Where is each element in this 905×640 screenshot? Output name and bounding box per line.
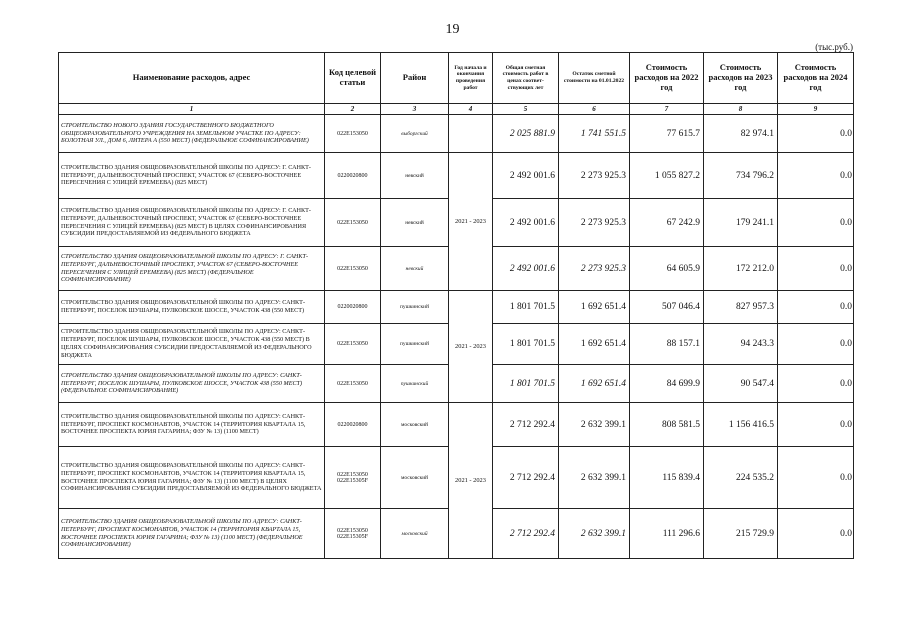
header-period: Год начала и окончания проведения работ xyxy=(449,53,493,104)
remaining-cost: 1 692 651.4 xyxy=(559,291,630,324)
district: невский xyxy=(381,247,449,291)
header-name: Наименование расходов, адрес xyxy=(59,53,325,104)
target-code xyxy=(325,509,381,559)
col-index: 8 xyxy=(704,104,778,115)
cost-2022: 507 046.4 xyxy=(630,291,704,324)
target-code-1: 022E153050 xyxy=(337,527,368,534)
cost-2022: 84 699.9 xyxy=(630,365,704,403)
cost-2024: 0.0 xyxy=(778,447,854,509)
cost-2023: 827 957.3 xyxy=(704,291,778,324)
total-cost: 2 025 881.9 xyxy=(493,115,559,153)
cost-2022: 808 581.5 xyxy=(630,403,704,447)
header-code: Код целевой статьи xyxy=(325,53,381,104)
target-code-2: 022E15305F xyxy=(336,477,368,484)
target-code: 022E153050 xyxy=(325,324,381,365)
cost-2023: 1 156 416.5 xyxy=(704,403,778,447)
col-index: 1 xyxy=(59,104,325,115)
col-index: 5 xyxy=(493,104,559,115)
remaining-cost: 1 692 651.4 xyxy=(559,365,630,403)
total-cost: 2 492 001.6 xyxy=(493,153,559,199)
col-index: 9 xyxy=(778,104,854,115)
district: пушкинский xyxy=(381,365,449,403)
cost-2023: 224 535.2 xyxy=(704,447,778,509)
cost-2023: 90 547.4 xyxy=(704,365,778,403)
header-row xyxy=(59,53,854,104)
expense-name: СТРОИТЕЛЬСТВО ЗДАНИЯ ОБЩЕОБРАЗОВАТЕЛЬНОЙ ШКОЛЫ ПО АДРЕСУ: Г. САНКТ-ПЕТЕРБУРГ, ДАЛЬНЕВОСТОЧНЫЙ ПРОСПЕКТ, УЧАСТОК 67 (СЕВЕРО-ВОСТОЧНЕЕ ПЕРЕСЕЧЕНИЯ С УЛИЦЕЙ ЕРЕМЕЕВА) (825 МЕСТ) В ЦЕЛЯХ СОФИНАНСИРОВАНИЯ СУБСИДИИ ПРЕДОСТАВЛЯЕМОЙ ИЗ ФЕДЕРАЛЬНОГО БЮДЖЕТА xyxy=(59,199,325,247)
cost-2022: 77 615.7 xyxy=(630,115,704,153)
cost-2022: 1 055 827.2 xyxy=(630,153,704,199)
remaining-cost: 2 632 399.1 xyxy=(559,447,630,509)
expense-name: СТРОИТЕЛЬСТВО ЗДАНИЯ ОБЩЕОБРАЗОВАТЕЛЬНОЙ ШКОЛЫ ПО АДРЕСУ: САНКТ-ПЕТЕРБУРГ, ПРОСПЕКТ КОСМОНАВТОВ, УЧАСТОК 14 (ТЕРРИТОРИЯ КВАРТАЛА 15, ВОСТОЧНЕЕ ПРОСПЕКТА ЮРИЯ ГАГАРИНА; ФЗУ № 13) (1100 МЕСТ) В ЦЕЛЯХ СОФИНАНСИРОВАНИЯ СУБСИДИИ ПРЕДОСТАВЛЯЕМОЙ ИЗ ФЕДЕРАЛЬНОГО БЮДЖЕТА xyxy=(59,447,325,509)
district: выборгский xyxy=(381,115,449,153)
remaining-cost: 2 273 925.3 xyxy=(559,199,630,247)
remaining-cost: 2 632 399.1 xyxy=(559,509,630,559)
expense-name: СТРОИТЕЛЬСТВО ЗДАНИЯ ОБЩЕОБРАЗОВАТЕЛЬНОЙ ШКОЛЫ ПО АДРЕСУ: Г. САНКТ-ПЕТЕРБУРГ, ДАЛЬНЕВОСТОЧНЫЙ ПРОСПЕКТ, УЧАСТОК 67 (СЕВЕРО-ВОСТОЧНЕЕ ПЕРЕСЕЧЕНИЯ С УЛИЦЕЙ ЕРЕМЕЕВА) (825 МЕСТ) xyxy=(59,153,325,199)
cost-2024: 0.0 xyxy=(778,403,854,447)
period-cell-empty xyxy=(449,115,493,153)
column-index-row xyxy=(59,104,854,115)
col-index: 2 xyxy=(325,104,381,115)
remaining-cost: 1 741 551.5 xyxy=(559,115,630,153)
cost-2023: 215 729.9 xyxy=(704,509,778,559)
district: московский xyxy=(381,509,449,559)
total-cost: 2 492 001.6 xyxy=(493,199,559,247)
col-index: 6 xyxy=(559,104,630,115)
target-code: 022E153050 xyxy=(325,365,381,403)
cost-2022: 64 605.9 xyxy=(630,247,704,291)
remaining-cost: 2 273 925.3 xyxy=(559,153,630,199)
total-cost: 2 712 292.4 xyxy=(493,403,559,447)
col-index: 7 xyxy=(630,104,704,115)
expense-name: СТРОИТЕЛЬСТВО ЗДАНИЯ ОБЩЕОБРАЗОВАТЕЛЬНОЙ ШКОЛЫ ПО АДРЕСУ: САНКТ-ПЕТЕРБУРГ, ПОСЕЛОК ШУШАРЫ, ПУЛКОВСКОЕ ШОССЕ, УЧАСТОК 438 (550 МЕСТ) xyxy=(59,291,325,324)
col-index: 3 xyxy=(381,104,449,115)
header-2024: Стоимость расходов на 2024 год xyxy=(778,53,854,104)
cost-2023: 179 241.1 xyxy=(704,199,778,247)
header-total: Общая сметная стоимость работ в ценах соответ-ствующих лет xyxy=(493,53,559,104)
cost-2024: 0.0 xyxy=(778,115,854,153)
period: 2021 - 2023 xyxy=(449,291,493,403)
period: 2021 - 2023 xyxy=(449,153,493,291)
expense-name: СТРОИТЕЛЬСТВО НОВОГО ЗДАНИЯ ГОСУДАРСТВЕННОГО БЮДЖЕТНОГО ОБЩЕОБРАЗОВАТЕЛЬНОГО УЧРЕЖДЕНИЯ НА ЗЕМЕЛЬНОМ УЧАСТКЕ ПО АДРЕСУ: БОЛОТНАЯ УЛ., ДОМ 6, ЛИТЕРА А (550 МЕСТ) (ФЕДЕРАЛЬНОЕ СОФИНАНСИРОВАНИЕ) xyxy=(59,115,325,153)
cost-2024: 0.0 xyxy=(778,365,854,403)
cost-2022: 115 839.4 xyxy=(630,447,704,509)
target-code: 0220020800 xyxy=(325,153,381,199)
district: пушкинский xyxy=(381,291,449,324)
expense-name: СТРОИТЕЛЬСТВО ЗДАНИЯ ОБЩЕОБРАЗОВАТЕЛЬНОЙ ШКОЛЫ ПО АДРЕСУ: САНКТ-ПЕТЕРБУРГ, ПРОСПЕКТ КОСМОНАВТОВ, УЧАСТОК 14 (ТЕРРИТОРИЯ КВАРТАЛА 15, ВОСТОЧНЕЕ ПРОСПЕКТА ЮРИЯ ГАГАРИНА; ФЗУ № 13) (1100 МЕСТ) (ФЕДЕРАЛЬНОЕ СОФИНАНСИРОВАНИЕ) xyxy=(59,509,325,559)
remaining-cost: 1 692 651.4 xyxy=(559,324,630,365)
cost-2022: 67 242.9 xyxy=(630,199,704,247)
expenditure-table xyxy=(58,52,854,559)
cost-2024: 0.0 xyxy=(778,153,854,199)
table-row xyxy=(59,115,854,153)
header-district: Район xyxy=(381,53,449,104)
cost-2024: 0.0 xyxy=(778,199,854,247)
district: невский xyxy=(381,199,449,247)
expense-name: СТРОИТЕЛЬСТВО ЗДАНИЯ ОБЩЕОБРАЗОВАТЕЛЬНОЙ ШКОЛЫ ПО АДРЕСУ: САНКТ-ПЕТЕРБУРГ, ПОСЕЛОК ШУШАРЫ, ПУЛКОВСКОЕ ШОССЕ, УЧАСТОК 438 (550 МЕСТ) В ЦЕЛЯХ СОФИНАНСИРОВАНИЯ СУБСИДИИ ПРЕДОСТАВЛЯЕМОЙ ИЗ ФЕДЕРАЛЬНОГО БЮДЖЕТА xyxy=(59,324,325,365)
target-code: 022E153050 xyxy=(325,247,381,291)
cost-2024: 0.0 xyxy=(778,291,854,324)
cost-2023: 172 212.0 xyxy=(704,247,778,291)
expense-name: СТРОИТЕЛЬСТВО ЗДАНИЯ ОБЩЕОБРАЗОВАТЕЛЬНОЙ ШКОЛЫ ПО АДРЕСУ: САНКТ-ПЕТЕРБУРГ, ПОСЕЛОК ШУШАРЫ, ПУЛКОВСКОЕ ШОССЕ, УЧАСТОК 438 (550 МЕСТ) (ФЕДЕРАЛЬНОЕ СОФИНАНСИРОВАНИЕ) xyxy=(59,365,325,403)
period: 2021 - 2023 xyxy=(449,403,493,559)
total-cost: 1 801 701.5 xyxy=(493,291,559,324)
total-cost: 2 712 292.4 xyxy=(493,509,559,559)
target-code-2: 022E15305F xyxy=(336,533,368,540)
target-code-1: 022E153050 xyxy=(337,471,368,478)
target-code: 0220020800 xyxy=(325,291,381,324)
cost-2023: 734 796.2 xyxy=(704,153,778,199)
district: московский xyxy=(381,403,449,447)
total-cost: 1 801 701.5 xyxy=(493,324,559,365)
district: московский xyxy=(381,447,449,509)
target-code: 022E153050 xyxy=(325,115,381,153)
target-code: 022E153050 xyxy=(325,199,381,247)
header-2022: Стоимость расходов на 2022 год xyxy=(630,53,704,104)
cost-2024: 0.0 xyxy=(778,324,854,365)
units-label: (тыс.руб.) xyxy=(815,42,853,52)
cost-2024: 0.0 xyxy=(778,247,854,291)
cost-2023: 94 243.3 xyxy=(704,324,778,365)
cost-2022: 88 157.1 xyxy=(630,324,704,365)
col-index: 4 xyxy=(449,104,493,115)
remaining-cost: 2 632 399.1 xyxy=(559,403,630,447)
expense-name: СТРОИТЕЛЬСТВО ЗДАНИЯ ОБЩЕОБРАЗОВАТЕЛЬНОЙ ШКОЛЫ ПО АДРЕСУ: САНКТ-ПЕТЕРБУРГ, ПРОСПЕКТ КОСМОНАВТОВ, УЧАСТОК 14 (ТЕРРИТОРИЯ КВАРТАЛА 15, ВОСТОЧНЕЕ ПРОСПЕКТА ЮРИЯ ГАГАРИНА; ФЗУ № 13) (1100 МЕСТ) xyxy=(59,403,325,447)
district: пушкинский xyxy=(381,324,449,365)
header-2023: Стоимость расходов на 2023 год xyxy=(704,53,778,104)
target-code xyxy=(325,447,381,509)
total-cost: 1 801 701.5 xyxy=(493,365,559,403)
table-row xyxy=(59,291,854,324)
table-row xyxy=(59,153,854,199)
target-code: 0220020800 xyxy=(325,403,381,447)
expense-name: СТРОИТЕЛЬСТВО ЗДАНИЯ ОБЩЕОБРАЗОВАТЕЛЬНОЙ ШКОЛЫ ПО АДРЕСУ: Г. САНКТ-ПЕТЕРБУРГ, ДАЛЬНЕВОСТОЧНЫЙ ПРОСПЕКТ, УЧАСТОК 67 (СЕВЕРО-ВОСТОЧНЕЕ ПЕРЕСЕЧЕНИЯ С УЛИЦЕЙ ЕРЕМЕЕВА) (825 МЕСТ) (ФЕДЕРАЛЬНОЕ СОФИНАНСИРОВАНИЕ) xyxy=(59,247,325,291)
table-row xyxy=(59,403,854,447)
cost-2023: 82 974.1 xyxy=(704,115,778,153)
district: невский xyxy=(381,153,449,199)
remaining-cost: 2 273 925.3 xyxy=(559,247,630,291)
cost-2022: 111 296.6 xyxy=(630,509,704,559)
header-remain: Остаток сметной стоимости на 01.01.2022 xyxy=(559,53,630,104)
total-cost: 2 492 001.6 xyxy=(493,247,559,291)
total-cost: 2 712 292.4 xyxy=(493,447,559,509)
page-number: 19 xyxy=(445,22,460,37)
cost-2024: 0.0 xyxy=(778,509,854,559)
